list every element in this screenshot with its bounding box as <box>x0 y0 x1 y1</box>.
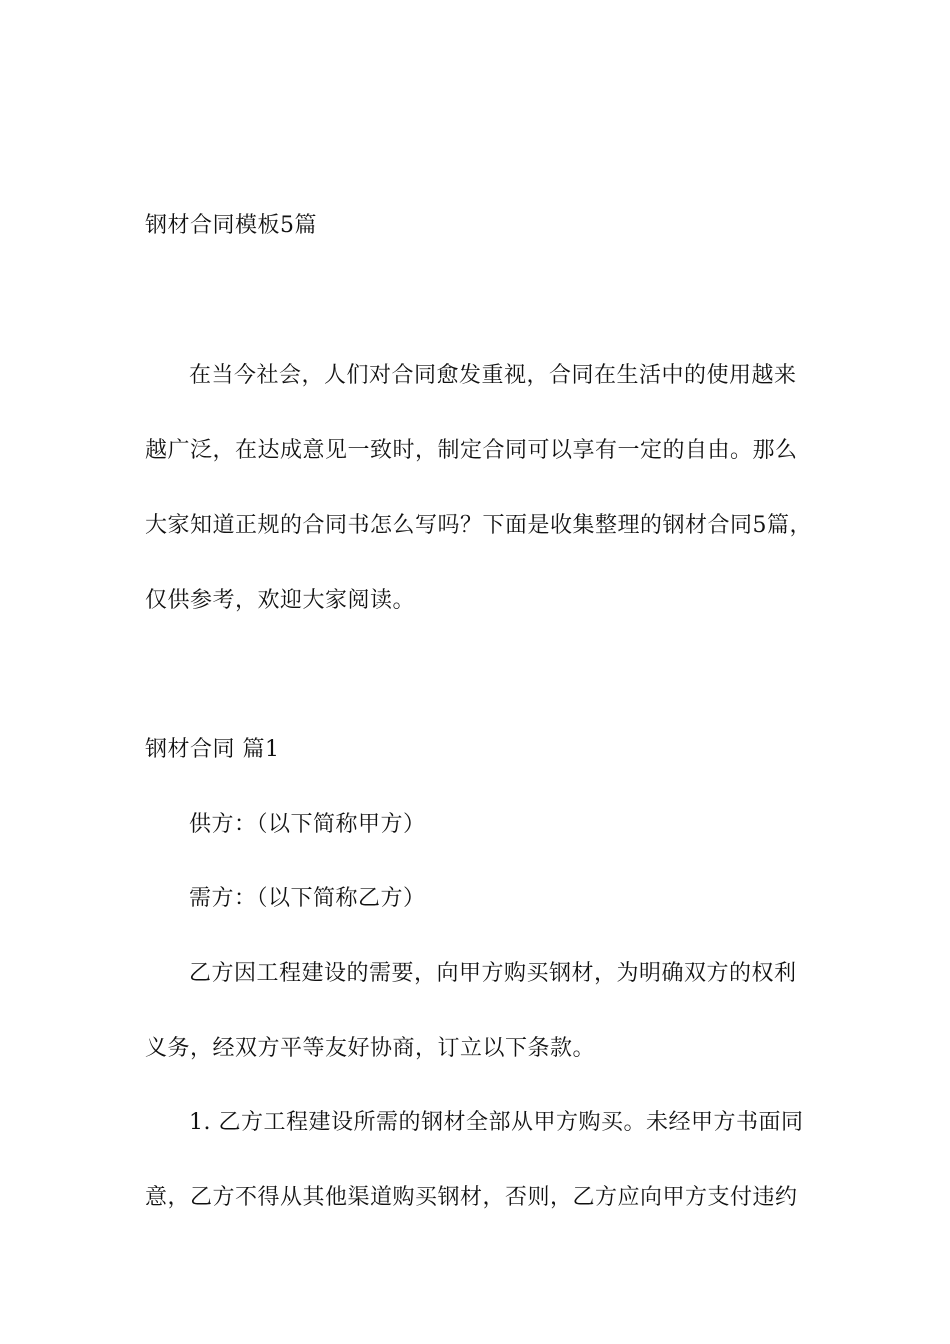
intro-line-2: 越广泛，在达成意见一致时，制定合同可以享有一定的自由。那么 <box>145 438 798 463</box>
buyer-line: 需方：（以下简称乙方） <box>189 886 426 911</box>
supplier-line: 供方：（以下简称甲方） <box>189 812 426 837</box>
preamble-line-1: 乙方因工程建设的需要，向甲方购买钢材，为明确双方的权利 <box>189 961 797 986</box>
intro-line-4: 仅供参考，欢迎大家阅读。 <box>145 588 416 613</box>
clause1-line-1: 1. 乙方工程建设所需的钢材全部从甲方购买。未经甲方书面同 <box>189 1110 804 1135</box>
section-heading: 钢材合同 篇1 <box>145 737 280 762</box>
preamble-line-2: 义务，经双方平等友好协商，订立以下条款。 <box>145 1036 596 1061</box>
clause1-line-2: 意，乙方不得从其他渠道购买钢材，否则，乙方应向甲方支付违约 <box>145 1185 798 1210</box>
intro-line-3: 大家知道正规的合同书怎么写吗？下面是收集整理的钢材合同5篇， <box>145 513 812 538</box>
document-title: 钢材合同模板5篇 <box>145 213 317 238</box>
intro-line-1: 在当今社会，人们对合同愈发重视，合同在生活中的使用越来 <box>189 363 797 388</box>
